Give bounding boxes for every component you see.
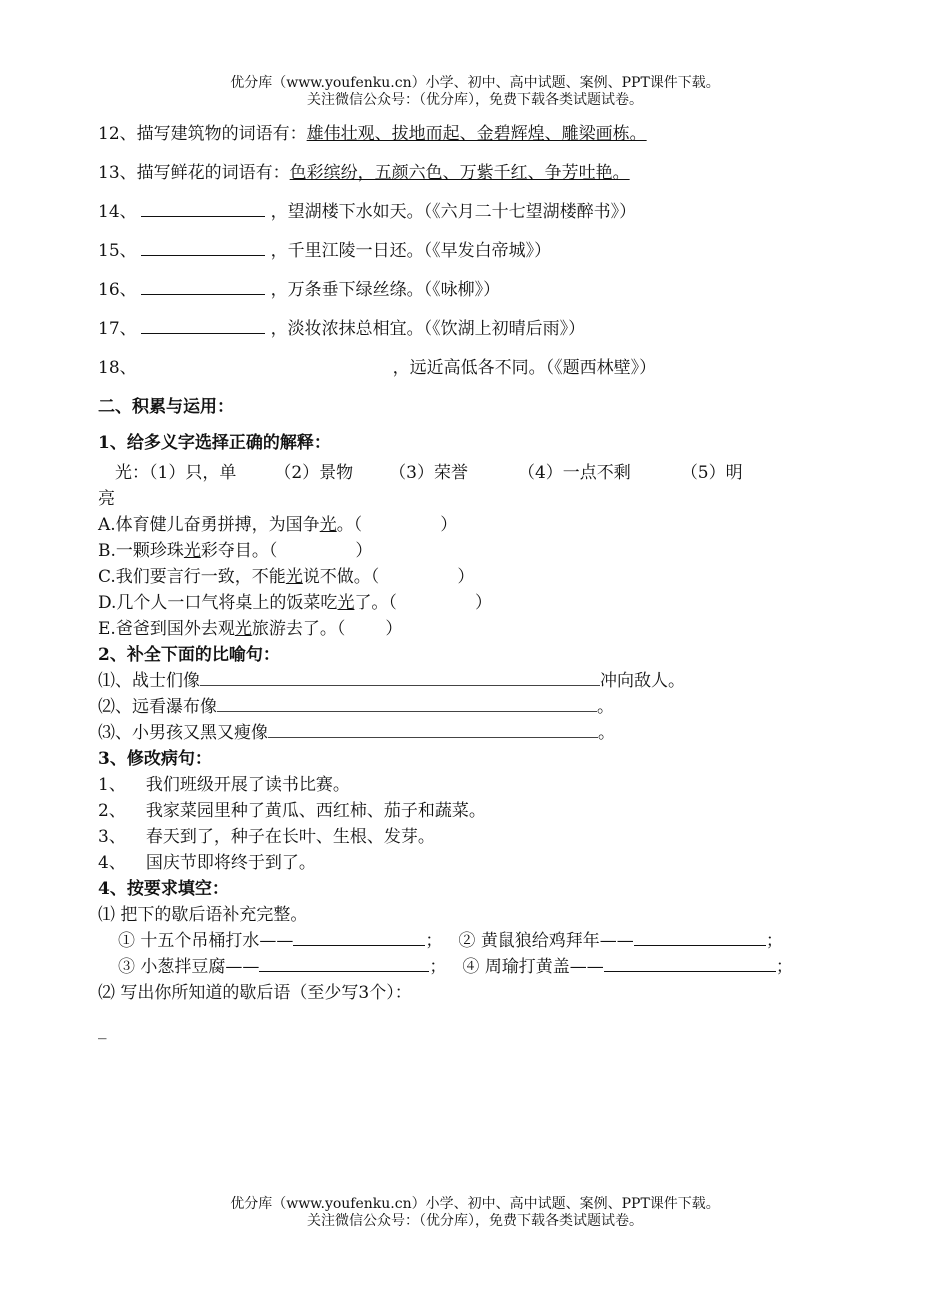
q3-item-1: 1、 我们班级开展了读书比赛。 [98, 775, 350, 795]
q1-sentence-b: B.一颗珍珠光彩夺目。（ ） [98, 541, 373, 561]
q2-blank-1[interactable] [200, 670, 600, 686]
text-cursor: _ [98, 1020, 107, 1040]
q2-item-3: ⑶、小男孩又黑又瘦像 。 [98, 723, 615, 743]
footer-line-2: 关注微信公众号：（优分库），免费下载各类试题试卷。 [307, 1213, 643, 1229]
q2-blank-2[interactable] [217, 696, 597, 712]
q3-title: 3、修改病句： [98, 749, 212, 769]
q1-title: 1、给多义字选择正确的解释： [98, 433, 331, 453]
riddle-blank-1[interactable] [293, 929, 425, 946]
riddle-blank-2[interactable] [634, 929, 766, 946]
q2-title: 2、补全下面的比喻句： [98, 645, 280, 665]
footer-line-1: 优分库（www.youfenku.cn）小学、初中、高中试题、案例、PPT课件下载。 [230, 1196, 720, 1212]
item-13: 13、描写鲜花的词语有：色彩缤纷，五颜六色、万紫千红、争芳吐艳。 [98, 163, 630, 183]
poem-item-15: 15、 ，千里江陵一日还。（《早发白帝城》） [98, 241, 552, 261]
page-header [0, 75, 950, 109]
q2-blank-3[interactable] [268, 722, 598, 738]
q1-option-2: （2）景物 [274, 463, 354, 483]
q1-char: 光： [115, 463, 149, 483]
riddle-blank-4[interactable] [604, 955, 776, 972]
q1-option-3: （3）荣誉 [389, 463, 468, 483]
section-2-title: 二、积累与运用： [98, 397, 234, 417]
poem-blank-16[interactable] [141, 278, 265, 295]
q4-sub2: ⑵ 写出你所知道的歇后语（至少写3个）： [98, 983, 412, 1003]
riddle-blank-3[interactable] [259, 955, 429, 972]
item-12: 12、描写建筑物的词语有：雄伟壮观、拔地而起、金碧辉煌、雕梁画栋。 [98, 124, 647, 144]
q1-options [98, 460, 858, 486]
q1-sentence-a: A.体育健儿奋勇拼搏，为国争光。（ ） [98, 515, 458, 535]
q2-item-2: ⑵、远看瀑布像 。 [98, 697, 614, 717]
q1-option-5-wrap: 亮 [98, 489, 115, 509]
q4-title: 4、按要求填空： [98, 879, 229, 899]
poem-item-17: 17、 ，淡妆浓抹总相宜。（《饮湖上初晴后雨》） [98, 319, 586, 339]
q3-item-4: 4、 国庆节即将终于到了。 [98, 853, 316, 873]
q1-sentence-e: E.爸爸到国外去观光旅游去了。（ ） [98, 619, 403, 639]
q2-item-1: ⑴、战士们像 冲向敌人。 [98, 671, 685, 691]
q1-sentence-c: C.我们要言行一致，不能光说不做。（ ） [98, 567, 475, 587]
poem-blank-14[interactable] [141, 200, 265, 217]
q1-option-5: （5）明 [680, 463, 743, 483]
poem-item-18: 18、 ，远近高低各不同。（《题西林壁》） [98, 358, 657, 378]
q1-option-4: （4）一点不剩 [517, 463, 631, 483]
poem-item-16: 16、 ，万条垂下绿丝绦。（《咏柳》） [98, 280, 501, 300]
poem-item-14: 14、 ，望湖楼下水如天。（《六月二十七望湖楼醉书》） [98, 202, 637, 222]
header-line-1: 优分库（www.youfenku.cn）小学、初中、高中试题、案例、PPT课件下载。 [230, 75, 720, 91]
q3-item-3: 3、 春天到了，种子在长叶、生根、发芽。 [98, 827, 435, 847]
page-footer [0, 1196, 950, 1230]
q4-riddle-row-1: ① 十五个吊桶打水—— ； ② 黄鼠狼给鸡拜年—— ； [118, 931, 783, 951]
poem-blank-15[interactable] [141, 239, 265, 256]
item-13-answer: 色彩缤纷，五颜六色、万紫千红、争芳吐艳。 [289, 163, 630, 183]
q1-sentence-d: D.几个人一口气将桌上的饭菜吃光了。（ ） [98, 593, 492, 613]
q4-riddle-row-2: ③ 小葱拌豆腐—— ； ④ 周瑜打黄盖—— ； [118, 957, 793, 977]
item-12-answer: 雄伟壮观、拔地而起、金碧辉煌、雕梁画栋。 [306, 124, 647, 144]
q1-option-1: （1）只，单 [149, 463, 237, 483]
q4-sub1: ⑴ 把下的歇后语补充完整。 [98, 905, 308, 925]
worksheet-content [98, 115, 858, 1006]
header-line-2: 关注微信公众号：（优分库），免费下载各类试题试卷。 [307, 92, 643, 108]
q3-item-2: 2、 我家菜园里种了黄瓜、西红柿、茄子和蔬菜。 [98, 801, 486, 821]
poem-blank-17[interactable] [141, 317, 265, 334]
